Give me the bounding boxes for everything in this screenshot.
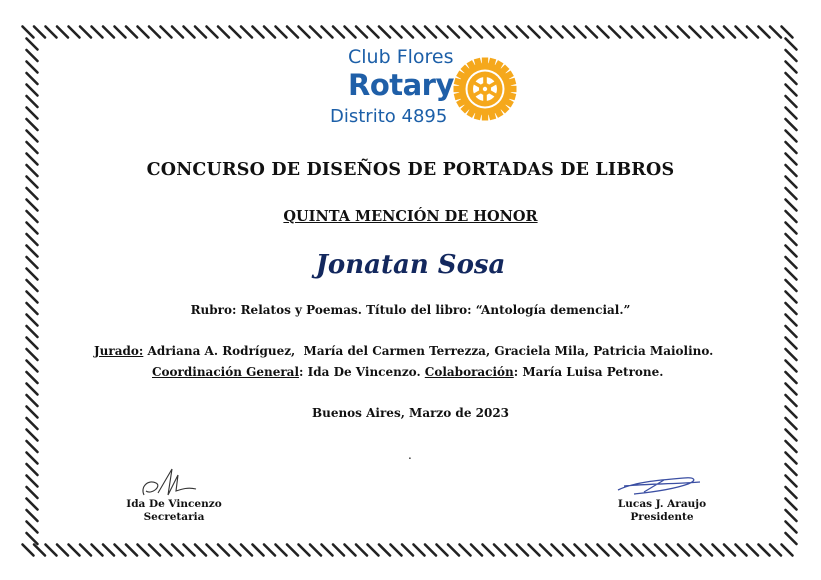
collaboration-value: : María Luisa Petrone. xyxy=(513,365,664,379)
signer-left-name: Ida De Vincenzo xyxy=(126,498,222,510)
signer-left-role: Secretaria xyxy=(143,511,205,523)
rotary-wheel-icon xyxy=(452,56,518,122)
jury-label: Jurado: xyxy=(94,344,144,358)
jury-members: Adriana A. Rodríguez, María del Carmen Terrezza, Graciela Mila, Patricia Maiolino. xyxy=(143,344,714,358)
honor-mention: QUINTA MENCIÓN DE HONOR xyxy=(283,208,538,225)
signer-right xyxy=(600,498,724,524)
signer-left xyxy=(112,498,236,524)
logo-club-text: Club Flores xyxy=(348,46,454,68)
signature-right-icon xyxy=(614,474,704,498)
logo-rotary-text: Rotary xyxy=(348,68,454,102)
signature-left-icon xyxy=(138,465,198,501)
coordination-label: Coordinación General xyxy=(152,365,299,379)
place-date: Buenos Aires, Marzo de 2023 xyxy=(311,406,510,420)
certificate-title: CONCURSO DE DISEÑOS DE PORTADAS DE LIBROS xyxy=(146,160,675,180)
signer-right-name: Lucas J. Araujo xyxy=(617,498,707,510)
rotary-logo xyxy=(318,44,528,130)
stray-dot: . xyxy=(408,448,412,462)
collaboration-label: Colaboración xyxy=(424,365,514,379)
coordination-value: : Ida De Vincenzo. xyxy=(299,365,425,379)
recipient-name: Jonatan Sosa xyxy=(315,250,506,280)
signer-right-role: Presidente xyxy=(630,511,694,523)
coordination-line xyxy=(152,365,663,379)
jury-line xyxy=(94,344,713,358)
logo-district-text: Distrito 4895 xyxy=(330,106,448,127)
category-line: Rubro: Relatos y Poemas. Título del libro: “Antología demencial.” xyxy=(190,303,631,317)
